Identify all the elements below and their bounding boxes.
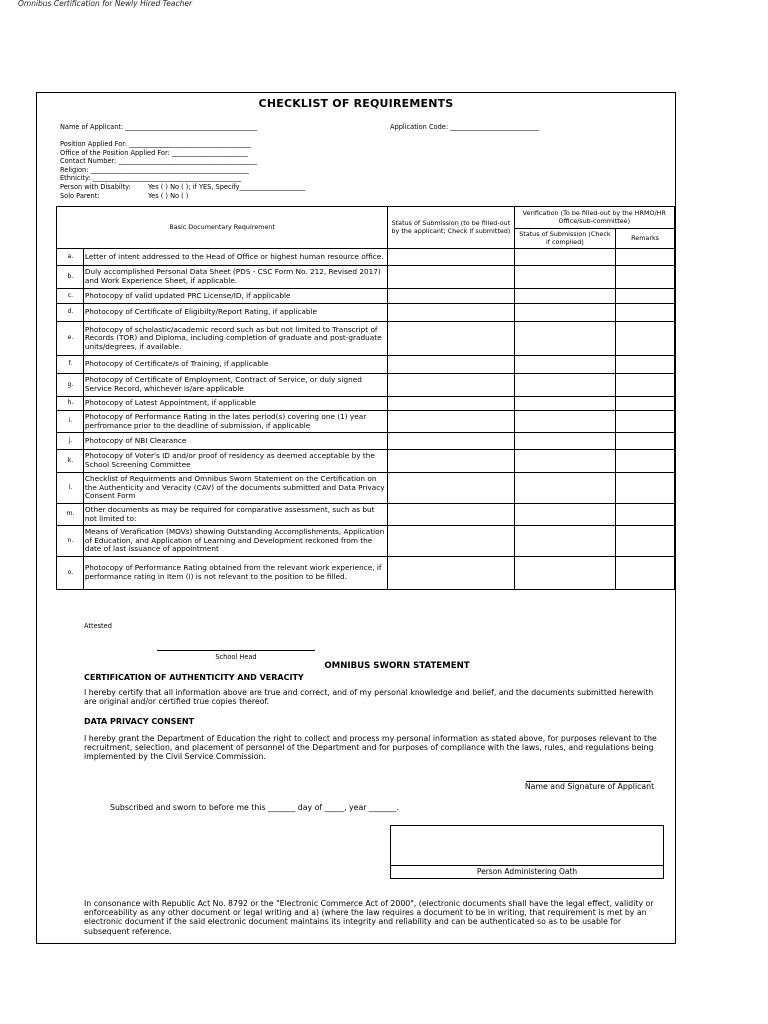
name-signature-label: Name and Signature of Applicant [524, 782, 655, 791]
status-complied-checkbox[interactable] [514, 397, 616, 411]
status-complied-checkbox[interactable] [514, 304, 616, 322]
requirement-text: Photocopy of Latest Appointment, if applicable [83, 397, 387, 411]
requirement-letter: d. [57, 304, 84, 322]
requirement-row [57, 356, 675, 374]
omnibus-title: OMNIBUS SWORN STATEMENT [324, 661, 470, 671]
requirement-text: Duly accomplished Personal Data Sheet (PDS - CSC Form No. 212, Revised 2017) and Work Experience Sheet, if applicable. [83, 266, 387, 289]
status-complied-checkbox[interactable] [514, 450, 616, 473]
requirement-row [57, 322, 675, 356]
requirement-row [57, 266, 675, 289]
status-submitted-checkbox[interactable] [388, 557, 514, 590]
checklist-form [36, 92, 676, 944]
requirement-letter: j. [57, 433, 84, 450]
remarks-cell[interactable] [616, 374, 675, 397]
status-submitted-checkbox[interactable] [388, 411, 514, 433]
requirement-text: Photocopy of Performance Rating obtained from the relevant wiork experience, if performance rating in Item (i) is not relevant to the position to be filled. [83, 557, 387, 590]
status-complied-checkbox[interactable] [514, 249, 616, 266]
status-complied-checkbox[interactable] [514, 411, 616, 433]
cert-heading: CERTIFICATION OF AUTHENTICITY AND VERACITY [84, 673, 304, 682]
remarks-cell[interactable] [616, 433, 675, 450]
status-submitted-checkbox[interactable] [388, 504, 514, 526]
requirement-letter: n. [57, 526, 84, 557]
status-complied-checkbox[interactable] [514, 322, 616, 356]
requirement-row [57, 304, 675, 322]
solo-parent-label: Solo Parent: [60, 191, 100, 200]
status-complied-checkbox[interactable] [514, 557, 616, 590]
requirement-text: Letter of intent addressed to the Head of Office or highest human resource office. [83, 249, 387, 266]
status-submitted-checkbox[interactable] [388, 526, 514, 557]
remarks-cell[interactable] [616, 526, 675, 557]
privacy-text: I hereby grant the Department of Education the right to collect and process my personal information as stated above, for purposes relevant to the recruitment, selection, and placement of personnel of the Department and for purposes of compliance with the laws, rules, and regulations being implemented by the Civil Service Commission. [84, 734, 657, 762]
requirement-row [57, 289, 675, 304]
requirement-letter: g. [57, 374, 84, 397]
person-oath-label: Person Administering Oath [391, 865, 663, 878]
status-complied-checkbox[interactable] [514, 374, 616, 397]
requirement-letter: o. [57, 557, 84, 590]
privacy-heading: DATA PRIVACY CONSENT [84, 717, 195, 726]
remarks-cell[interactable] [616, 473, 675, 504]
remarks-cell[interactable] [616, 450, 675, 473]
status-complied-checkbox[interactable] [514, 473, 616, 504]
status-complied-checkbox[interactable] [514, 289, 616, 304]
requirement-letter: k. [57, 450, 84, 473]
status-complied-checkbox[interactable] [514, 504, 616, 526]
status-submitted-checkbox[interactable] [388, 304, 514, 322]
cert-text: I hereby certify that all information above are true and correct, and of my personal knowledge and belief, and the documents submitted herewith are original and/or certified true copies thereof. [84, 688, 654, 707]
status-submitted-checkbox[interactable] [388, 356, 514, 374]
remarks-cell[interactable] [616, 411, 675, 433]
requirement-row [57, 504, 675, 526]
status-submitted-checkbox[interactable] [388, 266, 514, 289]
subscribed-text[interactable]: Subscribed and sworn to before me this _______ day of _____, year _______. [110, 803, 399, 812]
requirement-text: Checklist of Requirments and Omnibus Sworn Statement on the Certification on the Authenticity and Veracity (CAV) of the documents submitted and Data Privacy Consent Form [83, 473, 387, 504]
attested-label: Attested [84, 622, 112, 630]
status-submitted-checkbox[interactable] [388, 433, 514, 450]
requirement-text: Photocopy of Certificate of Employment, Contract of Service, or duly signed Service Record, whichever is/are applicable [83, 374, 387, 397]
requirement-row [57, 526, 675, 557]
header-status-applicant: Status of Submission (to be filled-out by the applicant; Check if submitted) [388, 207, 514, 249]
remarks-cell[interactable] [616, 249, 675, 266]
header-note: Omnibus Certification for Newly Hired Teacher [18, 0, 193, 8]
status-complied-checkbox[interactable] [514, 433, 616, 450]
requirement-letter: f. [57, 356, 84, 374]
status-complied-checkbox[interactable] [514, 526, 616, 557]
status-submitted-checkbox[interactable] [388, 249, 514, 266]
school-head-signature-line [157, 650, 315, 651]
remarks-cell[interactable] [616, 504, 675, 526]
requirement-text: Photocopy of scholastic/academic record such as but not limited to Transcript of Records (TOR) and Diploma, including completion of graduate and post-graduate units/degrees, if available. [83, 322, 387, 356]
ethnicity-field[interactable]: Ethnicity: _____________________________________________ [60, 174, 242, 183]
remarks-cell[interactable] [616, 266, 675, 289]
requirement-row [57, 411, 675, 433]
status-complied-checkbox[interactable] [514, 356, 616, 374]
status-submitted-checkbox[interactable] [388, 397, 514, 411]
requirement-row [57, 557, 675, 590]
requirement-text: Photocopy of Certificate of Eligibilty/Report Rating, if applicable [83, 304, 387, 322]
header-verification: Verification (To be filled-out by the HRMO/HR Office/sub-committee) [514, 207, 674, 229]
requirement-text: Other documents as may be required for comparative assessment, such as but not limited to: [83, 504, 387, 526]
name-of-applicant-field[interactable]: Name of Applicant: ________________________________________ [60, 123, 258, 131]
requirement-text: Photocopy of valid updated PRC License/ID, if applicable [83, 289, 387, 304]
requirement-row [57, 433, 675, 450]
requirement-text: Photocopy of Performance Rating in the lates period(s) covering one (1) year perfromance prior to the deadline of submission, if applicable [83, 411, 387, 433]
school-head-label: School Head [215, 653, 257, 661]
requirement-row [57, 397, 675, 411]
requirement-letter: e. [57, 322, 84, 356]
requirement-letter: l. [57, 473, 84, 504]
requirement-row [57, 374, 675, 397]
requirement-row [57, 450, 675, 473]
remarks-cell[interactable] [616, 304, 675, 322]
status-complied-checkbox[interactable] [514, 266, 616, 289]
religion-field[interactable]: Religion: ________________________________________________ [60, 165, 249, 174]
application-code-field[interactable]: Application Code: ___________________________ [390, 123, 540, 131]
status-submitted-checkbox[interactable] [388, 374, 514, 397]
pwd-label: Person with Disabilty: [60, 183, 131, 191]
pwd-options[interactable]: Yes ( ) No ( ); if YES, Specify____________________ [148, 183, 306, 191]
requirement-letter: a. [57, 249, 84, 266]
requirement-text: Photocopy of Certificate/s of Training, if applicable [83, 356, 387, 374]
office-position-field[interactable]: Office of the Position Applied For: _______________________ [60, 148, 248, 157]
requirement-text: Means of Verafication (MOVs) showing Outstanding Accomplishments, Application of Education, and Application of Learning and Development reckoned from the date of last issuance of appointment [83, 526, 387, 557]
requirement-letter: m. [57, 504, 84, 526]
remarks-cell[interactable] [616, 289, 675, 304]
table-header-row [57, 207, 675, 229]
requirements-table [56, 206, 675, 590]
position-applied-field[interactable]: Position Applied For: _____________________________________ [60, 140, 252, 148]
requirement-row [57, 249, 675, 266]
status-submitted-checkbox[interactable] [388, 322, 514, 356]
header-remarks: Remarks [616, 229, 675, 249]
header-status-complied: Status of Submission (Check if complied) [514, 229, 616, 249]
requirement-row [57, 473, 675, 504]
consonance-text: In consonance with Republic Act No. 8792 or the "Electronic Commerce Act of 2000", (electronic documents shall have the legal effect, validity or enforceability as any other document or legal writing and a) (where the law requires a document to be in writing, that requirement is met by an electronic document if the said electronic document maintains its integrity and reliability and can be authenticated so as to be usable for subsequent reference. [84, 899, 654, 936]
page-title: CHECKLIST OF REQUIREMENTS [258, 97, 454, 110]
requirement-text: Photocopy of NBI Clearance [83, 433, 387, 450]
solo-parent-options[interactable]: Yes ( ) No ( ) [148, 191, 189, 200]
status-submitted-checkbox[interactable] [388, 450, 514, 473]
requirement-letter: b. [57, 266, 84, 289]
oath-signature-box[interactable] [390, 825, 664, 879]
requirement-letter: h. [57, 397, 84, 411]
remarks-cell[interactable] [616, 356, 675, 374]
remarks-cell[interactable] [616, 557, 675, 590]
header-basic-requirement: Basic Documentary Requirement [57, 207, 388, 249]
contact-number-field[interactable]: Contact Number: __________________________________________ [60, 157, 257, 166]
remarks-cell[interactable] [616, 322, 675, 356]
requirement-letter: c. [57, 289, 84, 304]
status-submitted-checkbox[interactable] [388, 289, 514, 304]
requirement-text: Photocopy of Voter's ID and/or proof of residency as deemed acceptable by the School Screening Committee [83, 450, 387, 473]
status-submitted-checkbox[interactable] [388, 473, 514, 504]
remarks-cell[interactable] [616, 397, 675, 411]
requirement-letter: i. [57, 411, 84, 433]
